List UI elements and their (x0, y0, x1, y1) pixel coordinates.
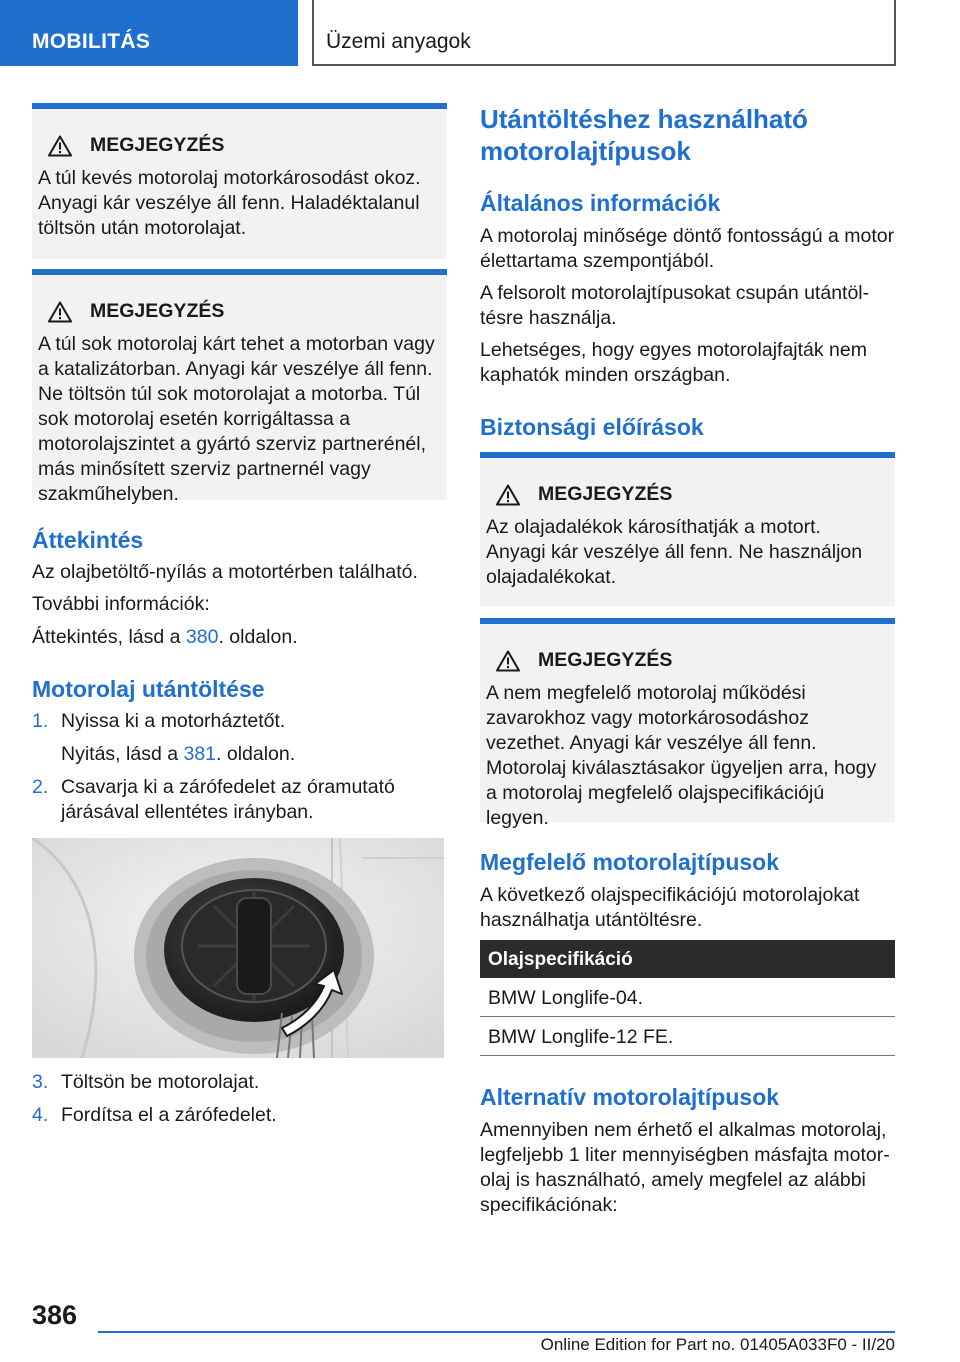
list-item-step-2 (32, 775, 447, 825)
section-tab (0, 0, 298, 66)
page-link-380[interactable]: 380 (185, 626, 219, 648)
suitable-p1: A következő olajspecifikációjú motorolajokat használhatja utántöltésre. (480, 884, 860, 931)
step-number: 4. (32, 1104, 49, 1126)
list-item-step-1 (32, 709, 447, 734)
notice-text: A túl sok motorolaj kárt tehet a motorban vagy a katalizátorban. Anyagi kár veszélye áll fenn. Ne töltsön túl sok motorolajat a motorba. Túl sok motorolaj esetén korrigáltassa a motorolajszintet a gyártó szerviz partnerénél, más minősített szerviz partnernél vagy szakműhelyben. (38, 333, 435, 505)
notice-title: MEGJEGYZÉS (538, 649, 673, 671)
general-p3: Lehetséges, hogy egyes motorolajfajták nem kaphatók minden országban. (480, 339, 867, 386)
list-item-step-3 (32, 1070, 447, 1095)
heading-general: Általános információk (480, 190, 721, 216)
step-text: Nyissa ki a motorháztetőt. (61, 710, 286, 732)
footer-edition: Online Edition for Part no. 01405A033F0 - II/20 (540, 1335, 895, 1354)
notice-text: A nem megfelelő motorolaj működési zavarokhoz vagy motorkárosodáshoz vezethet. Anyagi kár veszélye áll fenn. Motorolaj kiválasztásakor ügyeljen arra, hogy a motorolaj megfelelő olajspecifikációjú legyen. (486, 682, 877, 829)
list-item-step-4 (32, 1103, 447, 1128)
notice-title-row (38, 133, 435, 158)
step-text: Töltsön be motorolajat. (61, 1071, 260, 1093)
heading-refill: Motorolaj utántöltése (32, 676, 265, 702)
oil-filler-cap-illustration (32, 838, 444, 1058)
table-row: BMW Longlife-12 FE. (480, 1017, 895, 1056)
notice-oil-additives (480, 452, 895, 606)
overview-p1: Az olajbetöltő-nyílás a motortérben található. (32, 561, 418, 583)
step-number: 1. (32, 710, 49, 732)
section-title: MOBILITÁS (32, 30, 151, 53)
overview-p3-pre: Áttekintés, lásd a (32, 626, 186, 648)
warning-triangle-icon (48, 301, 72, 323)
general-p2: A felsorolt motorolajtípusokat csupán utántöltésre használja. (480, 282, 870, 329)
notice-text: A túl kevés motorolaj motorkárosodást okoz. Anyagi kár veszélye áll fenn. Haladéktalanul töltsön után motorolajat. (38, 167, 421, 239)
warning-triangle-icon (496, 484, 520, 506)
table-row: BMW Longlife-04. (480, 978, 895, 1017)
notice-text: Az olajadalékok károsíthatják a motort. Anyagi kár veszélye áll fenn. Ne használjon olajadalékokat. (486, 516, 863, 588)
step-1-sub (32, 742, 447, 767)
page-link-381[interactable]: 381 (183, 743, 217, 765)
general-p1: A motorolaj minősége döntő fontosságú a motor élettartama szempontjából. (480, 225, 895, 272)
notice-title-row (38, 299, 435, 324)
step-1-sub-post: . oldalon. (216, 743, 296, 765)
table-header: Olajspecifikáció (480, 940, 895, 978)
main-heading: Utántöltéshez használható motorolajtípusok (480, 104, 808, 166)
step-1-sub-pre: Nyitás, lásd a (61, 743, 184, 765)
oil-spec-table (480, 940, 895, 1056)
page-number: 386 (32, 1300, 78, 1330)
alternative-p1: Amennyiben nem érhető el alkalmas motorolaj, legfeljebb 1 liter mennyiségben másfajta motorolaj is használható, amely megfelel az alábbi specifikációnak: (480, 1119, 890, 1216)
heading-suitable-oils: Megfelelő motorolajtípusok (480, 849, 780, 875)
overview-p2: További információk: (32, 593, 210, 615)
step-text: Fordítsa el a zárófedelet. (61, 1104, 277, 1126)
notice-title-row (486, 648, 883, 673)
chapter-title: Üzemi anyagok (326, 30, 471, 53)
notice-title: MEGJEGYZÉS (538, 483, 673, 505)
step-number: 2. (32, 776, 49, 798)
overview-p3 (32, 625, 447, 650)
heading-overview: Áttekintés (32, 527, 144, 553)
step-number: 3. (32, 1071, 49, 1093)
oil-cap-image (32, 838, 444, 1058)
notice-wrong-oil (480, 618, 895, 829)
overview-p3-post: . oldalon. (218, 626, 298, 648)
heading-safety: Biztonsági előírások (480, 414, 704, 440)
notice-too-much-oil (32, 269, 447, 505)
notice-title: MEGJEGYZÉS (90, 134, 225, 156)
footer-divider (98, 1331, 895, 1333)
notice-title: MEGJEGYZÉS (90, 300, 225, 322)
notice-title-row (486, 482, 883, 507)
warning-triangle-icon (48, 135, 72, 157)
notice-too-little-oil (32, 103, 447, 259)
step-text: Csavarja ki a zárófedelet az óramutató járásával ellentétes irányban. (61, 776, 395, 823)
chapter-tab (312, 0, 896, 66)
heading-alternative-oils: Alternatív motorolajtípusok (480, 1084, 780, 1110)
warning-triangle-icon (496, 650, 520, 672)
